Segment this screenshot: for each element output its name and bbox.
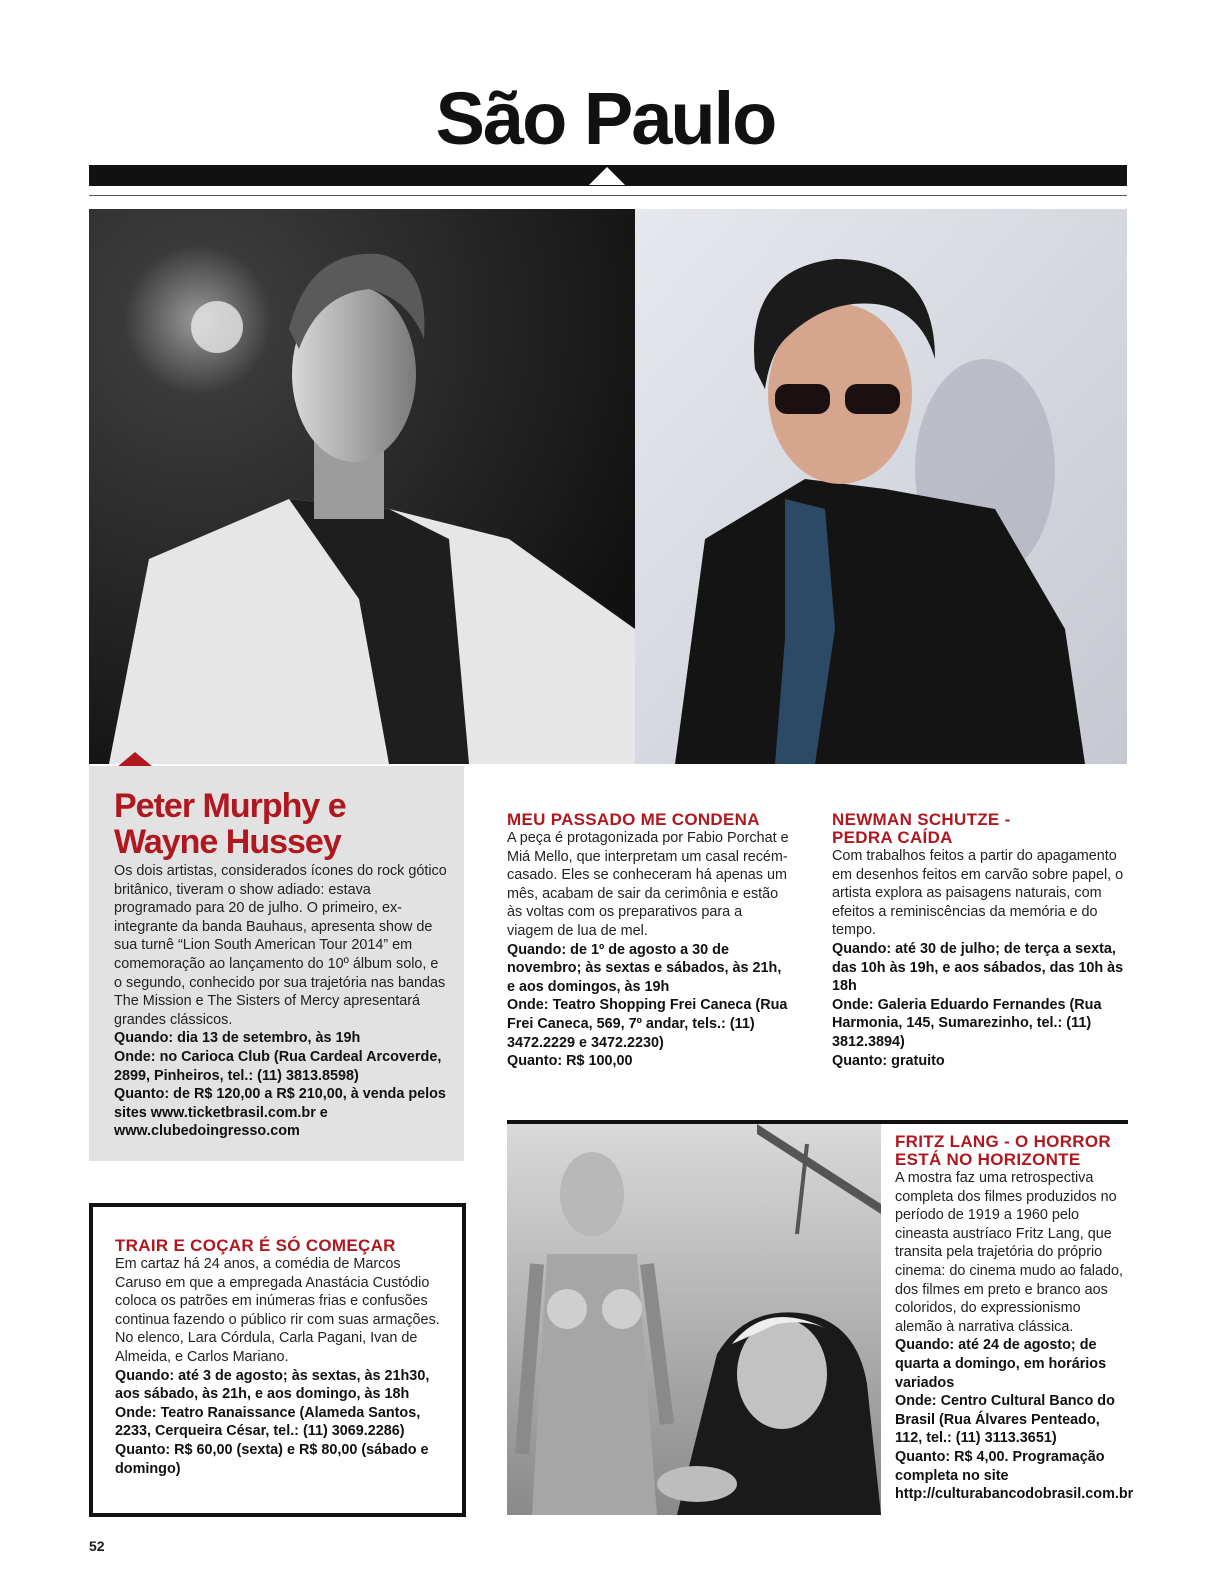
newman-title-line2: PEDRA CAÍDA: [832, 828, 953, 847]
newman-title-line1: NEWMAN SCHUTZE -: [832, 810, 1011, 829]
main-story: [114, 788, 450, 1141]
main-story-where: Onde: no Carioca Club (Rua Cardeal Arcoverde, 2899, Pinheiros, tel.: (11) 3813.8598): [114, 1048, 442, 1084]
main-story-body: Os dois artistas, considerados ícones do rock gótico britânico, tiveram o show adiado: estava programado para 20 de julho. O primeiro, ex-integrante da banda Bauhaus, apresenta show de sua turnê “Lion South American Tour 2014” em comemoração ao lançamento do 10º álbum solo, e o segundo, conhecido por sua trajetória nas bandas The Mission e The Sisters of Mercy apresentará grandes clássicos.: [114, 863, 447, 1028]
fritz-title-line1: FRITZ LANG - O HORROR: [895, 1132, 1111, 1151]
newman-price: Quanto: gratuito: [832, 1052, 945, 1069]
title-thin-rule: [89, 195, 1127, 196]
fritz-body: A mostra faz uma retrospectiva completa dos filmes produzidos no período de 1919 a 1960 pelo cineasta austríaco Fritz Lang, que transita pela trajetória do próprio cinema: do cinema mudo ao falado, dos filmes em preto e branco aos coloridos, do expressionismo alemão à narrativa clássica.: [895, 1170, 1123, 1335]
main-story-price: Quanto: de R$ 120,00 a R$ 210,00, à venda pelos sites www.ticketbrasil.com.br e www.clubedoingresso.com: [114, 1086, 446, 1140]
trair-price: Quanto: R$ 60,00 (sexta) e R$ 80,00 (sábado e domingo): [115, 1441, 429, 1477]
trair-title: TRAIR E COÇAR É SÓ COMEÇAR: [115, 1236, 396, 1255]
meu-passado-article: [507, 811, 792, 1071]
meu-passado-title: MEU PASSADO ME CONDENA: [507, 810, 760, 829]
meu-passado-price: Quanto: R$ 100,00: [507, 1053, 633, 1070]
page-title: São Paulo: [435, 77, 776, 160]
meu-passado-where: Onde: Teatro Shopping Frei Caneca (Rua Frei Caneca, 569, 7º andar, tels.: (11) 3472.2229 e 3472.2230): [507, 997, 788, 1051]
meu-passado-body: A peça é protagonizada por Fabio Porchat e Miá Mello, que interpretam um casal recém-casado. Eles se conheceram há apenas um mês, acabam de sair da cerimônia e estão às voltas com os preparativos para a viagem de lua de mel.: [507, 830, 789, 939]
main-story-title-line2: Wayne Hussey: [114, 823, 341, 861]
main-story-title-line1: Peter Murphy e: [114, 787, 346, 825]
page-number: 52: [89, 1538, 105, 1554]
photo-wayne-hussey: [635, 209, 1127, 764]
meu-passado-when: Quando: de 1º de agosto a 30 de novembro; às sextas e sábados, às 21h, e aos domingos, às 19h: [507, 941, 782, 995]
fritz-when: Quando: até 24 de agosto; de quarta a domingo, em horários variados: [895, 1337, 1107, 1391]
trair-when: Quando: até 3 de agosto; às sextas, às 21h30, aos sábado, às 21h, e aos domingo, às 18h: [115, 1367, 430, 1403]
fritz-where: Onde: Centro Cultural Banco do Brasil (Rua Álvares Penteado, 112, tel.: (11) 3113.3651): [895, 1393, 1115, 1447]
main-story-marker: [117, 752, 153, 767]
newman-where: Onde: Galeria Eduardo Fernandes (Rua Harmonia, 145, Sumarezinho, tel.: (11) 3812.3894): [832, 996, 1102, 1050]
fritz-article: [895, 1132, 1134, 1504]
trair-where: Onde: Teatro Ranaissance (Alameda Santos, 2233, Cerqueira César, tel.: (11) 3069.2286): [115, 1404, 421, 1440]
photo-metropolis: [507, 1124, 881, 1515]
newman-article: [832, 811, 1127, 1070]
photo-peter-murphy: [89, 209, 635, 764]
fritz-price: Quanto: R$ 4,00. Programação completa no site http://culturabancodobrasil.com.br: [895, 1448, 1134, 1503]
fritz-title-line2: ESTÁ NO HORIZONTE: [895, 1150, 1081, 1169]
main-story-when: Quando: dia 13 de setembro, às 19h: [114, 1030, 361, 1047]
trair-article: [115, 1237, 440, 1478]
newman-when: Quando: até 30 de julho; de terça a sexta, das 10h às 19h, e aos sábados, das 10h às 18h: [832, 940, 1124, 995]
newman-body: Com trabalhos feitos a partir do apagamento em desenhos feitos em carvão sobre papel, o artista explora as paisagens naturais, com efeitos a reminiscências da memória e do tempo.: [832, 848, 1124, 939]
trair-body: Em cartaz há 24 anos, a comédia de Marcos Caruso em que a empregada Anastácia Custódio coloca os patrões em inúmeras frias e confusões continua fazendo o público rir com suas armações. No elenco, Lara Córdula, Carla Pagani, Ivan de Almeida, e Carlos Mariano.: [115, 1256, 440, 1365]
title-notch: [589, 167, 625, 185]
